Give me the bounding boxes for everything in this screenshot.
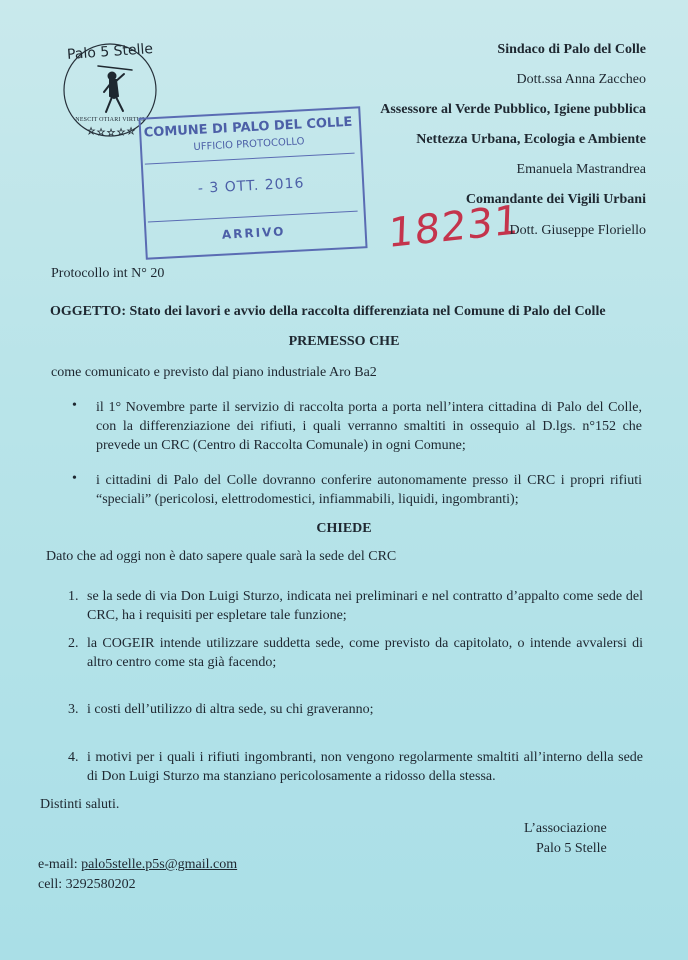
email-link[interactable]: palo5stelle.p5s@gmail.com (81, 857, 238, 872)
closing-greeting: Distinti saluti. (40, 797, 120, 812)
recipient-line: Dott.ssa Anna Zaccheo (516, 72, 646, 87)
stamp-arrivo: ARRIVO (221, 224, 286, 242)
signature-line: Palo 5 Stelle (536, 841, 607, 856)
recipient-line: Comandante dei Vigili Urbani (465, 192, 646, 207)
premesso-heading: PREMESSO CHE (288, 334, 400, 349)
logo-motto: NESCIT OTIARI VIRTUS (75, 117, 145, 123)
subject-line: OGGETTO: Stato dei lavori e avvio della raccolta differenziata nel Comune di Palo del Colle (50, 304, 606, 319)
recipient-line: Sindaco di Palo del Colle (497, 42, 646, 57)
recipient-line: Nettezza Urbana, Ecologia e Ambiente (416, 132, 646, 147)
protocol-number: Protocollo int N° 20 (51, 266, 165, 281)
email-label: e-mail: (38, 857, 78, 872)
svg-text:★: ★ (97, 128, 106, 138)
request-number: 1. (68, 589, 79, 604)
cell-label: cell: (38, 877, 63, 892)
svg-text:★: ★ (87, 127, 96, 137)
request-number: 4. (68, 750, 79, 765)
cell-row (38, 877, 136, 893)
request-number: 3. (68, 702, 79, 717)
bullet-icon: • (72, 471, 77, 486)
request-item: i motivi per i quali i rifiuti ingombranti, non vengono regolarmente smaltiti all’interno della sede di Don Luigi Sturzo ma stanziano pericolosamente a ridosso della stessa. (87, 750, 643, 784)
cell-number: 3292580202 (65, 877, 136, 892)
intro-text: come comunicato e previsto dal piano industriale Aro Ba2 (51, 365, 377, 380)
list-item: il 1° Novembre parte il servizio di raccolta porta a porta nell’intera cittadina di Palo del Colle, con la differenziazione dei rifiuti, i quali verranno smaltiti in ossequio al D.lgs. n°152 che prevede un CRC (Centro di Raccolta Comunale) in ogni Comune; (96, 400, 642, 453)
signature-line: L’associazione (524, 821, 607, 836)
email-row (38, 857, 237, 873)
chiede-heading: CHIEDE (316, 521, 372, 536)
stamp-municipality: COMUNE DI PALO DEL COLLE (143, 114, 353, 141)
request-number: 2. (68, 636, 79, 651)
recipient-line: Dott. Giuseppe Floriello (509, 223, 646, 238)
handwritten-protocol-number: 18231 (387, 196, 521, 258)
stamp-date: - 3 OTT. 2016 (197, 175, 305, 197)
svg-text:★: ★ (107, 128, 116, 139)
recipient-line: Emanuela Mastrandrea (516, 162, 646, 177)
bullet-icon: • (72, 398, 77, 413)
svg-text:★: ★ (117, 128, 126, 138)
logo-title: Palo 5 Stelle (66, 41, 154, 63)
list-item: i cittadini di Palo del Colle dovranno conferire autonomamente presso il CRC i propri rifiuti “speciali” (pericolosi, elettrodomestici, infiammabili, liquidi, ingombranti); (96, 473, 642, 507)
protocol-stamp (138, 106, 367, 259)
recipient-line: Assessore al Verde Pubblico, Igiene pubblica (380, 102, 646, 117)
stamp-office: UFFICIO PROTOCOLLO (193, 136, 305, 154)
request-item: i costi dell’utilizzo di altra sede, su chi graveranno; (87, 702, 374, 717)
request-item: la COGEIR intende utilizzare suddetta sede, come previsto da capitolato, o intende avvalersi di altro centro come sta già facendo; (87, 636, 643, 670)
request-item: se la sede di via Don Luigi Sturzo, indicata nei preliminari e nel contratto d’appalto come sede del CRC, ha i requisiti per espletare tale funzione; (87, 589, 643, 623)
chiede-intro: Dato che ad oggi non è dato sapere quale sarà la sede del CRC (46, 549, 397, 564)
svg-text:★: ★ (127, 127, 136, 137)
